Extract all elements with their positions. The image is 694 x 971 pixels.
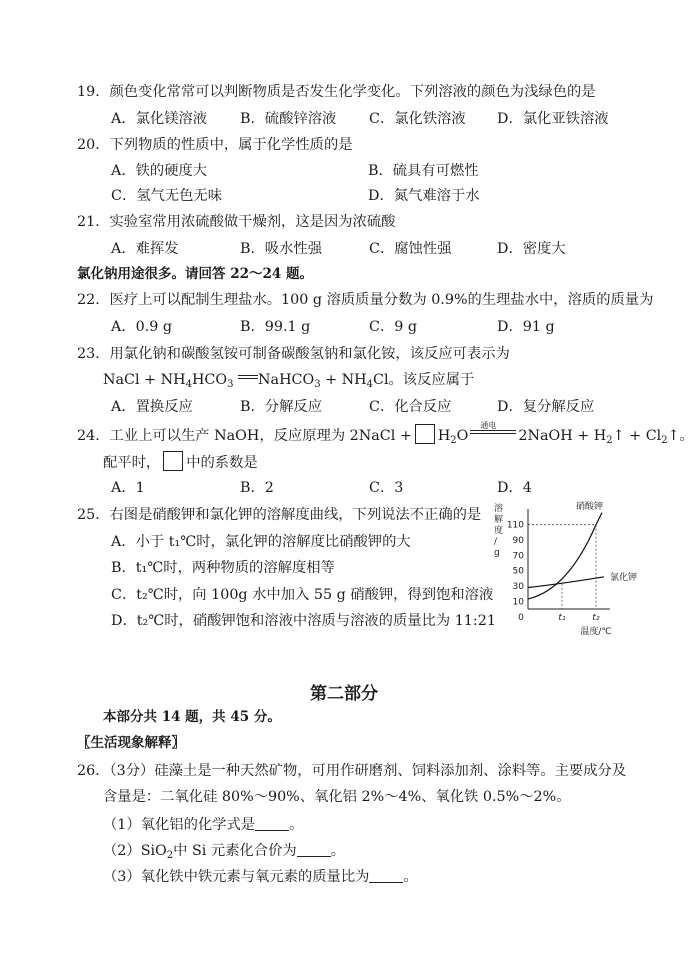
q21-option-b: B．吸水性强 <box>240 241 322 257</box>
q22-option-b: B．99.1 g <box>240 319 311 335</box>
answer-blank[interactable] <box>297 842 331 857</box>
q22-option-c: C．9 g <box>369 319 418 335</box>
intro-22-24: 氯化钠用途很多。请回答 22～24 题。 <box>77 266 313 282</box>
y-tick-label: 90 <box>512 536 524 546</box>
y-axis-label-char: 度 <box>494 526 504 536</box>
q19-option-b: B．硫酸锌溶液 <box>240 111 337 127</box>
reaction-arrow: 通电 <box>470 426 516 440</box>
q20-option-c: C．氢气无色无味 <box>111 188 223 204</box>
q20-option-b: B．硫具有可燃性 <box>368 163 479 179</box>
series-label-kno3: 硝酸钾 <box>576 502 604 512</box>
q19-option-a: A．氯化镁溶液 <box>111 111 208 127</box>
answer-blank[interactable] <box>369 868 403 883</box>
q24-stem: 24．工业上可以生产 NaOH，反应原理为 2NaCl + $H_2O$ 通电 2NaOH + $H_2↑$ + $Cl_2↑$。 <box>77 421 694 446</box>
blank-box <box>163 451 183 471</box>
series-label-kcl: 氯化钾 <box>610 572 638 583</box>
y-axis-label-char: 溶 <box>494 504 504 514</box>
q24-option-d: D．4 <box>497 480 532 496</box>
q23-option-c: C．化合反应 <box>369 399 452 415</box>
q21-option-d: D．密度大 <box>497 241 566 257</box>
x-axis-label: 温度/℃ <box>580 627 612 637</box>
q26-stem-1: 26．（3分）硅藻土是一种天然矿物，可用作研磨剂、饲料添加剂、涂料等。主要成分及 <box>77 763 627 779</box>
q24-stem-2: 配平时， 中的系数是 <box>103 451 258 473</box>
q20-option-d: D．氮气难溶于水 <box>368 188 480 204</box>
q25-option-d: D．t₂℃时，硝酸钾饱和溶液中溶质与溶液的质量比为 11:21 <box>111 613 496 629</box>
equals-sign <box>238 373 258 383</box>
y-tick-label: 50 <box>512 566 524 577</box>
part2-title: 第二部分 <box>310 684 378 704</box>
q23-option-b: B．分解反应 <box>240 399 322 415</box>
q21-stem: 21．实验室常用浓硫酸做干燥剂，这是因为浓硫酸 <box>77 214 396 230</box>
q23-option-d: D．复分解反应 <box>497 399 595 415</box>
y-axis-label-char: 解 <box>494 515 504 525</box>
q23-equation: NaCl + $NH_4HCO_3$ NaHCO$_3$ + $NH_4Cl$。该反应属于 <box>103 372 475 390</box>
q26-part-2: （2）SiO$_2$中 Si 元素化合价为 。 <box>103 843 345 861</box>
q22-option-a: A．0.9 g <box>111 319 173 335</box>
y-axis-label-char: / <box>494 537 498 547</box>
q20-stem: 20．下列物质的性质中，属于化学性质的是 <box>77 137 353 153</box>
x-tick-label: t₂ <box>592 613 600 623</box>
q22-option-d: D．91 g <box>497 319 555 335</box>
q22-stem: 22．医疗上可以配制生理盐水。100 g 溶质质量分数为 0.9%的生理盐水中，溶质的质量为 <box>77 292 654 308</box>
y-tick-label: 70 <box>512 551 524 562</box>
q25-option-b: B．t₁℃时，两种物质的溶解度相等 <box>111 560 335 576</box>
q24-option-c: C．3 <box>369 480 404 496</box>
x-tick-label: t₁ <box>558 613 566 623</box>
q24-option-b: B．2 <box>240 480 274 496</box>
y-tick-label: 30 <box>512 582 524 592</box>
y-axis-label-char: g <box>494 548 500 558</box>
q25-option-a: A．小于 t₁℃时，氯化钾的溶解度比硝酸钾的大 <box>111 534 411 550</box>
x-tick-label: 0 <box>518 613 524 623</box>
q19-option-d: D．氯化亚铁溶液 <box>497 111 609 127</box>
q26-stem-2: 含量是：二氧化硅 80%～90%、氧化铝 2%～4%、氧化铁 0.5%～2%。 <box>103 789 571 805</box>
q19-option-c: C．氯化铁溶液 <box>369 111 466 127</box>
q21-option-a: A．难挥发 <box>111 241 179 257</box>
q25-stem: 25．右图是硝酸钾和氯化钾的溶解度曲线，下列说法不正确的是 <box>77 507 482 523</box>
series-line-kcl <box>528 577 604 588</box>
q26-part-3: （3）氧化铁中铁元素与氧元素的质量比为 。 <box>103 869 418 885</box>
part2-intro: 本部分共 14 题，共 45 分。 <box>103 709 281 725</box>
q20-option-a: A．铁的硬度大 <box>111 163 208 179</box>
y-tick-label: 10 <box>512 597 524 608</box>
answer-blank[interactable] <box>255 816 289 831</box>
blank-box <box>415 424 435 444</box>
q26-part-1: （1）氧化铝的化学式是 。 <box>103 817 304 833</box>
y-tick-label: 110 <box>506 520 524 531</box>
q23-stem: 23．用氯化钠和碳酸氢铵可制备碳酸氢钠和氯化铵，该反应可表示为 <box>77 346 510 362</box>
q23-option-a: A．置换反应 <box>111 399 193 415</box>
section-heading: 〖生活现象解释〗 <box>77 735 185 751</box>
q25-option-c: C．t₂℃时，向 100g 水中加入 55 g 硝酸钾，得到饱和溶液 <box>111 587 494 603</box>
solubility-chart <box>490 497 640 637</box>
q21-option-c: C．腐蚀性强 <box>369 241 452 257</box>
q19-stem: 19．颜色变化常常可以判断物质是否发生化学变化。下列溶液的颜色为浅绿色的是 <box>77 84 596 100</box>
q24-option-a: A．1 <box>111 480 145 496</box>
